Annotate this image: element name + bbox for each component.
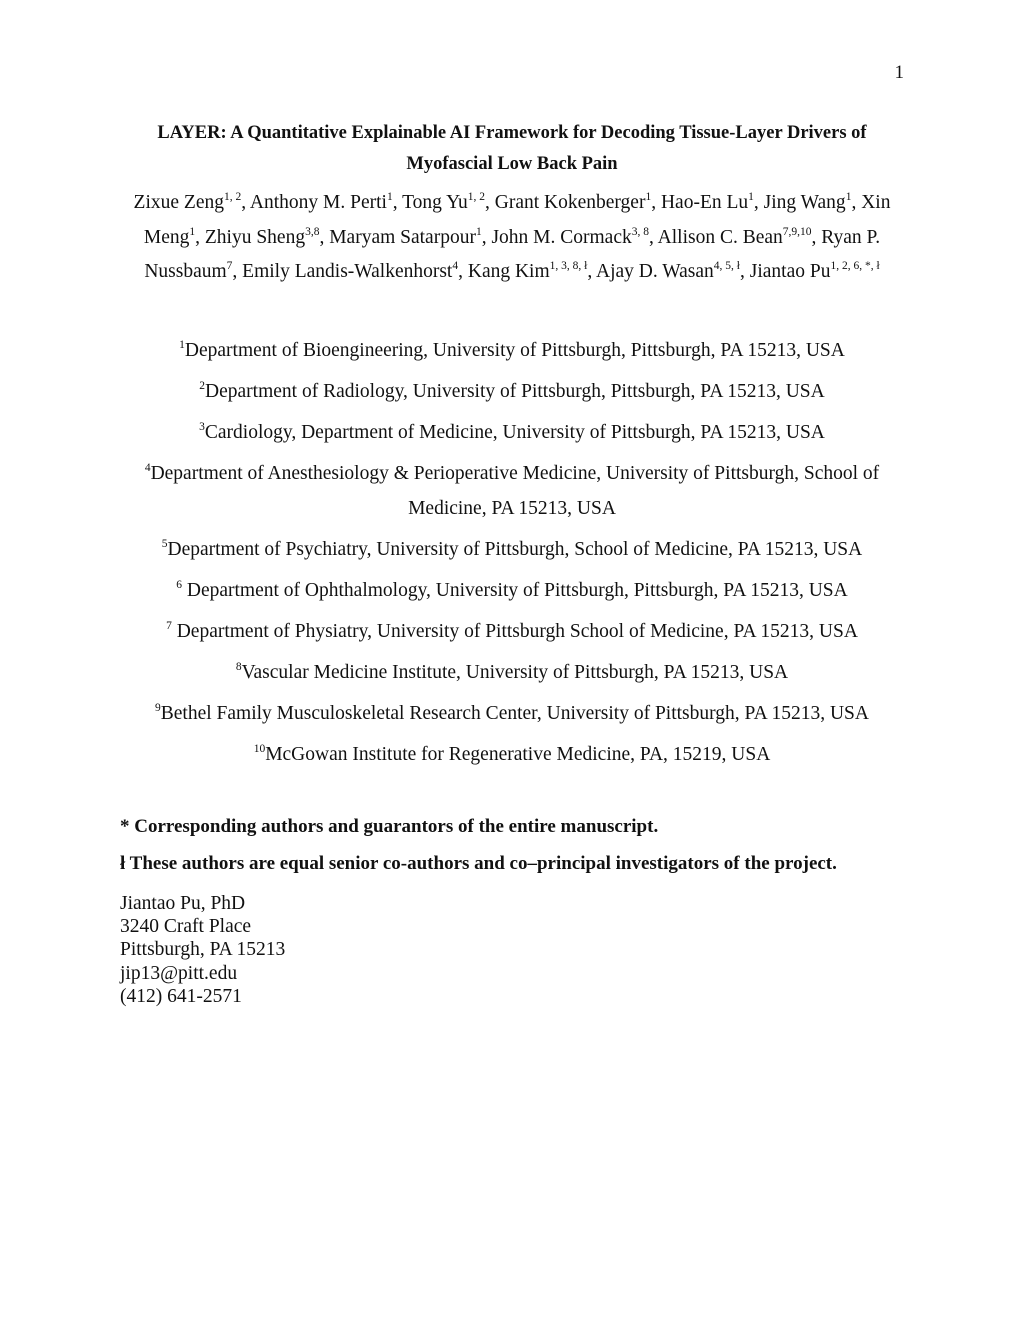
contact-name: Jiantao Pu, PhD: [120, 893, 246, 914]
contact-block: [120, 892, 285, 1008]
affiliation-text: Cardiology, Department of Medicine, University of Pittsburgh, PA 15213, USA: [204, 422, 825, 443]
author-affiliation-marker: 1: [748, 191, 754, 203]
affiliation: [120, 533, 904, 568]
author: [134, 192, 242, 213]
author-affiliation-marker: 3,8: [305, 225, 320, 238]
author-name: Tong Yu: [402, 192, 468, 213]
author-affiliation-marker: 1, 2: [223, 191, 242, 203]
author-name: Zhiyu Sheng: [204, 226, 306, 248]
affiliation-number: 3: [199, 421, 205, 433]
author: [658, 227, 812, 248]
author-name: Ryan P. Nussbaum: [144, 226, 881, 282]
author-name: Maryam Satarpour: [329, 226, 476, 248]
author: [491, 227, 649, 248]
contact-city: Pittsburgh, PA 15213: [120, 939, 286, 961]
affiliation-number: 1: [179, 339, 185, 351]
affiliation: [120, 738, 904, 773]
author-name: Hao-En Lu: [660, 192, 749, 213]
affiliation-number: 5: [161, 537, 168, 550]
author: [468, 261, 587, 282]
author-affiliation-marker: 1, 2, 6, *, ł: [830, 260, 880, 272]
affiliation: [120, 334, 904, 369]
author-affiliation-marker: 1: [386, 191, 393, 203]
author-affiliation-marker: 3, 8: [631, 225, 649, 238]
author: [495, 192, 651, 213]
author: [750, 261, 880, 282]
affiliation-text: Department of Anesthesiology & Perioperative Medicine, University of Pittsburgh, School of Medicine, PA 15213, USA: [150, 463, 880, 519]
author-name: Kang Kim: [467, 261, 550, 282]
affiliation: [120, 697, 904, 732]
author-list: Zixue Zeng$^{1, 2}$, Anthony M. Perti$^1$, Tong Yu$^{1, 2}$, Grant Kokenberger$^1$, Hao-En Lu$^1$, Jing Wang$^1$, Xin Meng$^1$, Zhiyu Sheng$^{3,8}$, Maryam Satarpour$^1$, John M. Cormack$^{3, 8}$, Allison C. Bean$^{7,9,10}$, Ryan P. Nussbaum$^7$, Emily Landis-Walkenhorst$^4$, Kang Kim$^{1, 3, 8, ł}$, Ajay D. Wasan$^{4, 5, ł}$, Jiantao $Pu^{1, 2, 6, *, ł}$: [133, 191, 891, 282]
affiliation-text: Department of Ophthalmology, University of Pittsburgh, Pittsburgh, PA 15213, USA: [182, 579, 848, 601]
author-name: Allison C. Bean: [657, 226, 783, 248]
author-affiliation-marker: 1, 2: [467, 191, 485, 203]
author: [242, 261, 458, 282]
author-name: John M. Cormack: [491, 226, 632, 248]
contact-street: 3240 Craft Place: [120, 916, 252, 938]
author: [205, 227, 320, 248]
affiliation-number: 10: [253, 742, 266, 755]
affiliation-text: Department of Radiology, University of Pittsburgh, Pittsburgh, PA 15213, USA: [205, 381, 825, 402]
affiliation-text: Department of Psychiatry, University of Pittsburgh, School of Medicine, PA 15213, USA: [167, 538, 863, 560]
author-affiliation-marker: 7,9,10: [782, 225, 812, 238]
affiliation-number: 9: [155, 701, 161, 714]
author-name: Zixue Zeng: [133, 192, 224, 213]
contact-phone: (412) 641-2571: [120, 985, 242, 1007]
affiliation: [120, 375, 904, 410]
author-affiliation-marker: 4, 5, ł: [713, 260, 740, 272]
author: [250, 192, 393, 213]
author: [596, 261, 740, 282]
affiliation-text: McGowan Institute for Regenerative Medicine, PA, 15219, USA: [265, 743, 771, 765]
author: [661, 192, 754, 213]
author: [329, 227, 482, 248]
affiliation-text: Department of Bioengineering, University of Pittsburgh, Pittsburgh, PA 15213, USA: [184, 340, 845, 361]
author-affiliation-marker: 1, 3, 8, ł: [549, 260, 588, 272]
author-affiliation-marker: 1: [189, 225, 196, 238]
affiliation-list: [120, 334, 904, 779]
author-name: Jing Wang: [763, 192, 846, 213]
corresponding-author-note: * Corresponding authors and guarantors of the entire manuscript.: [120, 816, 659, 837]
affiliation: [120, 656, 904, 691]
author-affiliation-marker: 1: [645, 191, 652, 203]
author-affiliation-marker: 1: [475, 225, 482, 238]
affiliation-text: Department of Physiatry, University of Pittsburgh School of Medicine, PA 15213, USA: [171, 620, 858, 642]
author-name: Grant Kokenberger: [494, 192, 646, 213]
affiliation-text: Bethel Family Musculoskeletal Research Center, University of Pittsburgh, PA 15213, USA: [160, 702, 869, 724]
affiliation: [120, 574, 904, 609]
author-affiliation-marker: 4: [452, 260, 459, 272]
author-name: Xin Meng: [143, 192, 891, 248]
affiliation-text: Vascular Medicine Institute, University of Pittsburgh, PA 15213, USA: [241, 661, 789, 683]
affiliation: [120, 615, 904, 650]
affiliation: [120, 416, 904, 451]
author: [402, 192, 485, 213]
affiliation-number: 4: [144, 462, 151, 474]
page-number: 1: [894, 62, 904, 83]
affiliation: [120, 457, 904, 526]
affiliation-number: 8: [235, 660, 242, 673]
author-name: Jiantao Pu: [749, 261, 831, 282]
affiliation-number: 7: [166, 619, 172, 632]
contact-email[interactable]: jip13@pitt.edu: [120, 962, 238, 984]
equal-senior-author-note: ł These authors are equal senior co-authors and co–principal investigators of the project.: [120, 853, 837, 874]
author-name: Emily Landis-Walkenhorst: [242, 261, 453, 282]
author-affiliation-marker: 7: [226, 260, 233, 272]
paper-title: LAYER: A Quantitative Explainable AI Framework for Decoding Tissue-Layer Drivers of Myofascial Low Back Pain: [157, 123, 867, 174]
affiliation-number: 2: [199, 380, 206, 392]
author-name: Ajay D. Wasan: [596, 261, 714, 282]
author-affiliation-marker: 1: [845, 191, 852, 203]
affiliation-number: 6: [176, 578, 182, 591]
author-name: Anthony M. Perti: [249, 192, 387, 213]
author: [764, 192, 852, 213]
